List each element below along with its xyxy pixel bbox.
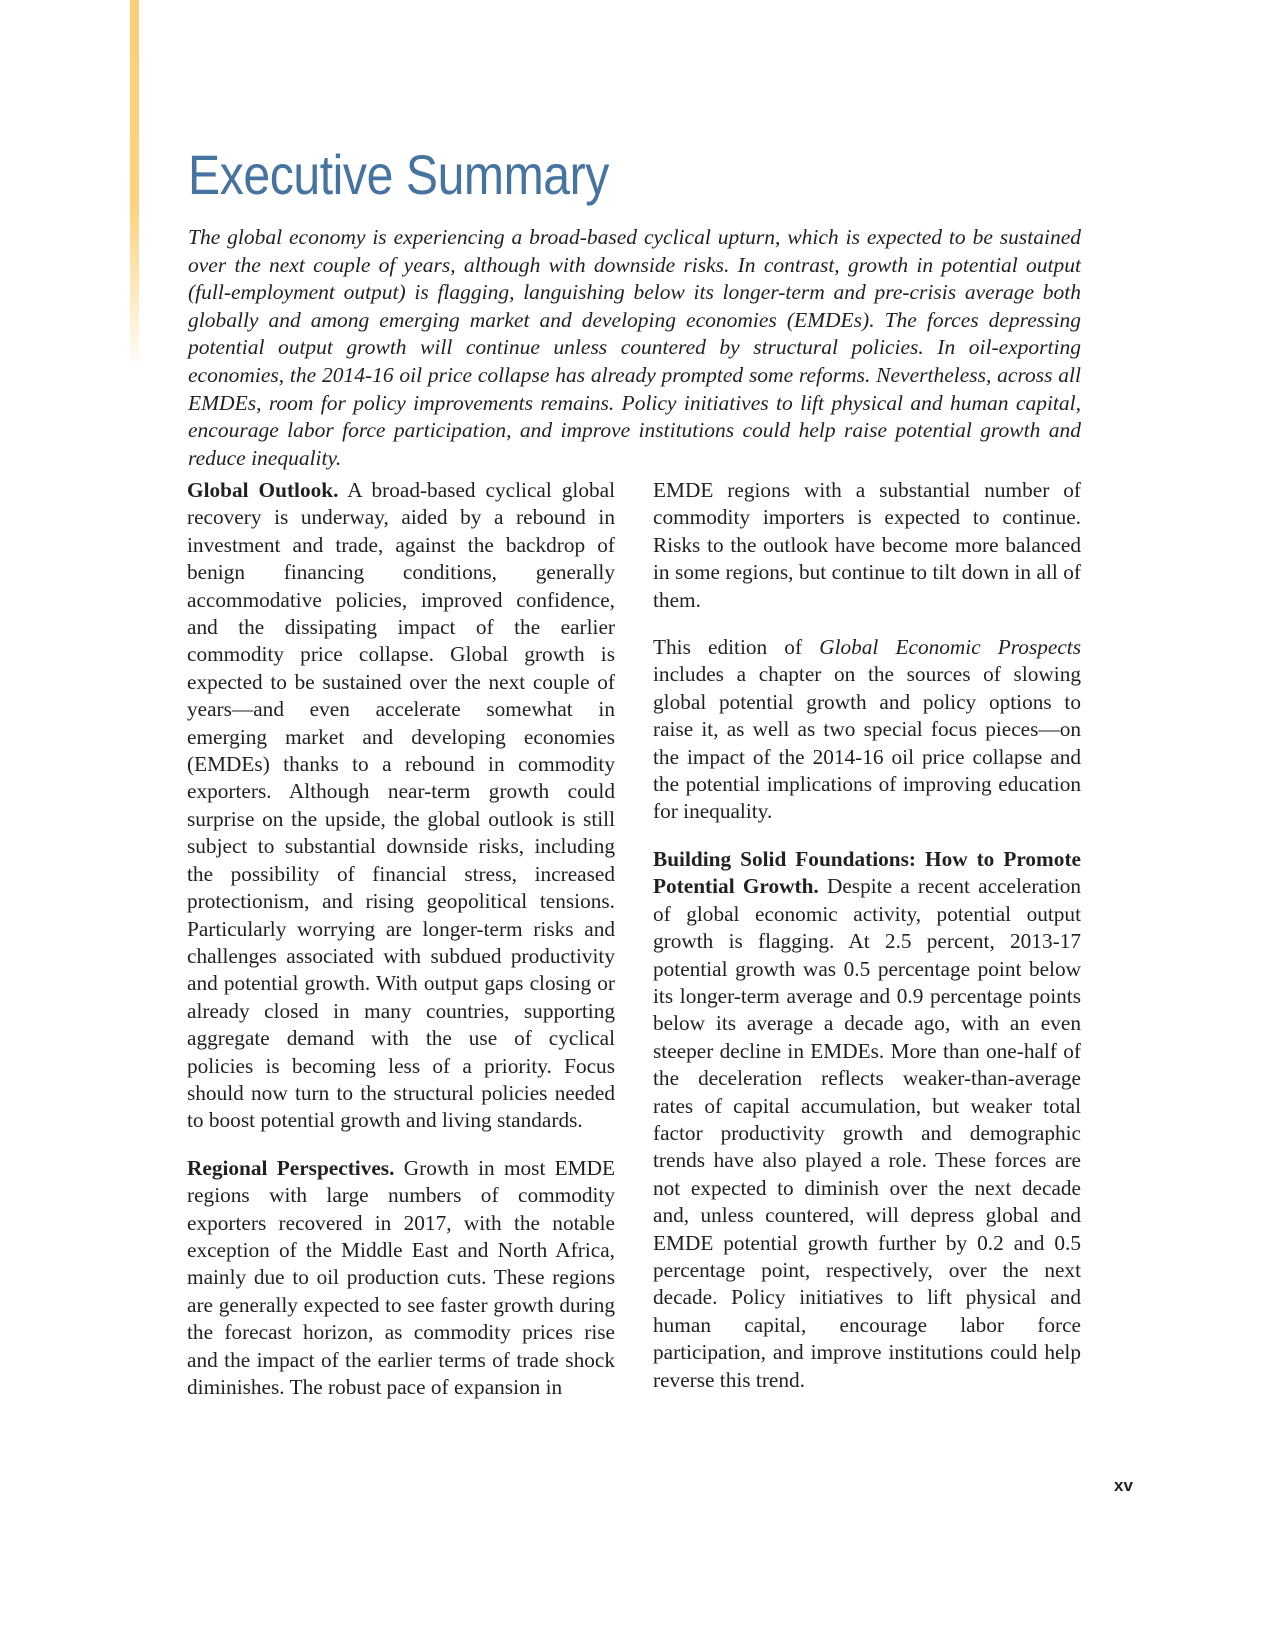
page-title: Executive Summary	[188, 143, 609, 206]
section-lead: Building Solid Foundations: How to Promote Potential Growth.	[653, 846, 1081, 899]
paragraph-text: includes a chapter on the sources of slowing global potential growth and policy options to raise it, as well as two special focus pieces—on the impact of the 2014-16 oil price collapse and the potential implications of improving education for inequality.	[653, 662, 1081, 824]
section-lead: Regional Perspectives.	[187, 1155, 395, 1180]
paragraph-text: This edition of	[653, 635, 820, 660]
paragraph-text: Growth in most EMDE regions with large numbers of commodity exporters recovered in 2017, with the notable exception of the Middle East and North Africa, mainly due to oil production cuts. These regions are generally expected to see faster growth during the forecast horizon, as commodity prices rise and the impact of the earlier terms of trade shock diminishes. The robust pace of expansion in	[187, 1155, 615, 1399]
paragraph-text: A broad-based cyclical global recovery is underway, aided by a rebound in investment and trade, against the backdrop of benign financing conditions, generally accommodative policies, improved confidence, and the dissipating impact of the earlier commodity price collapse. Global growth is expected to be sustained over the next couple of years—and even accelerate somewhat in emerging market and developing economies (EMDEs) thanks to a rebound in commodity exporters. Although near-term growth could surprise on the upside, the global outlook is still subject to substantial downside risks, including the possibility of financial stress, increased protectionism, and rising geopolitical tensions. Particularly worrying are longer-term risks and challenges associated with subdued productivity and potential growth. With output gaps closing or already closed in many countries, supporting aggregate demand with the use of cyclical policies is becoming less of a priority. Focus should now turn to the structural policies needed to boost potential growth and living standards.	[187, 478, 616, 1133]
right-column	[653, 477, 1081, 1414]
page-number: xv	[1114, 1476, 1133, 1495]
paragraph-regional-perspectives-continued: EMDE regions with a substantial number of commodity importers is expected to continue. Risks to the outlook have become more balanced in some regions, but continue to tilt down in all of them.	[653, 478, 1081, 612]
decorative-edge-bar	[130, 0, 139, 370]
paragraph-this-edition	[653, 634, 1081, 826]
publication-title: Global Economic Prospects	[819, 635, 1081, 660]
section-lead: Global Outlook.	[187, 478, 339, 502]
paragraph-regional-perspectives	[187, 1155, 615, 1402]
left-column	[187, 477, 615, 1421]
intro-summary: The global economy is experiencing a broad-based cyclical upturn, which is expected to be sustained over the next couple of years, although with downside risks. In contrast, growth in potential output (full-employment output) is flagging, languishing below its longer-term and pre-crisis average both globally and among emerging market and developing economies (EMDEs). The forces depressing potential output growth will continue unless countered by structural policies. In oil-exporting economies, the 2014-16 oil price collapse has already prompted some reforms. Nevertheless, across all EMDEs, room for policy improvements remains. Policy initiatives to lift physical and human capital, encourage labor force participation, and improve institutions could help raise potential growth and reduce inequality.	[188, 225, 1081, 470]
paragraph-global-outlook	[187, 477, 615, 1135]
paragraph-building-foundations	[653, 846, 1081, 1394]
paragraph-text: Despite a recent acceleration of global economic activity, potential output growth is flagging. At 2.5 percent, 2013-17 potential growth was 0.5 percentage point below its longer-term average and 0.9 percentage points below its average a decade ago, with an even steeper decline in EMDEs. More than one-half of the deceleration reflects weaker-than-average rates of capital accumulation, but weaker total factor productivity growth and demographic trends have also played a role. These forces are not expected to diminish over the next decade and, unless countered, will depress global and EMDE potential growth further by 0.2 and 0.5 percentage point, respectively, over the next decade. Policy initiatives to lift physical and human capital, encourage labor force participation, and improve institutions could help reverse this trend.	[653, 874, 1081, 1392]
